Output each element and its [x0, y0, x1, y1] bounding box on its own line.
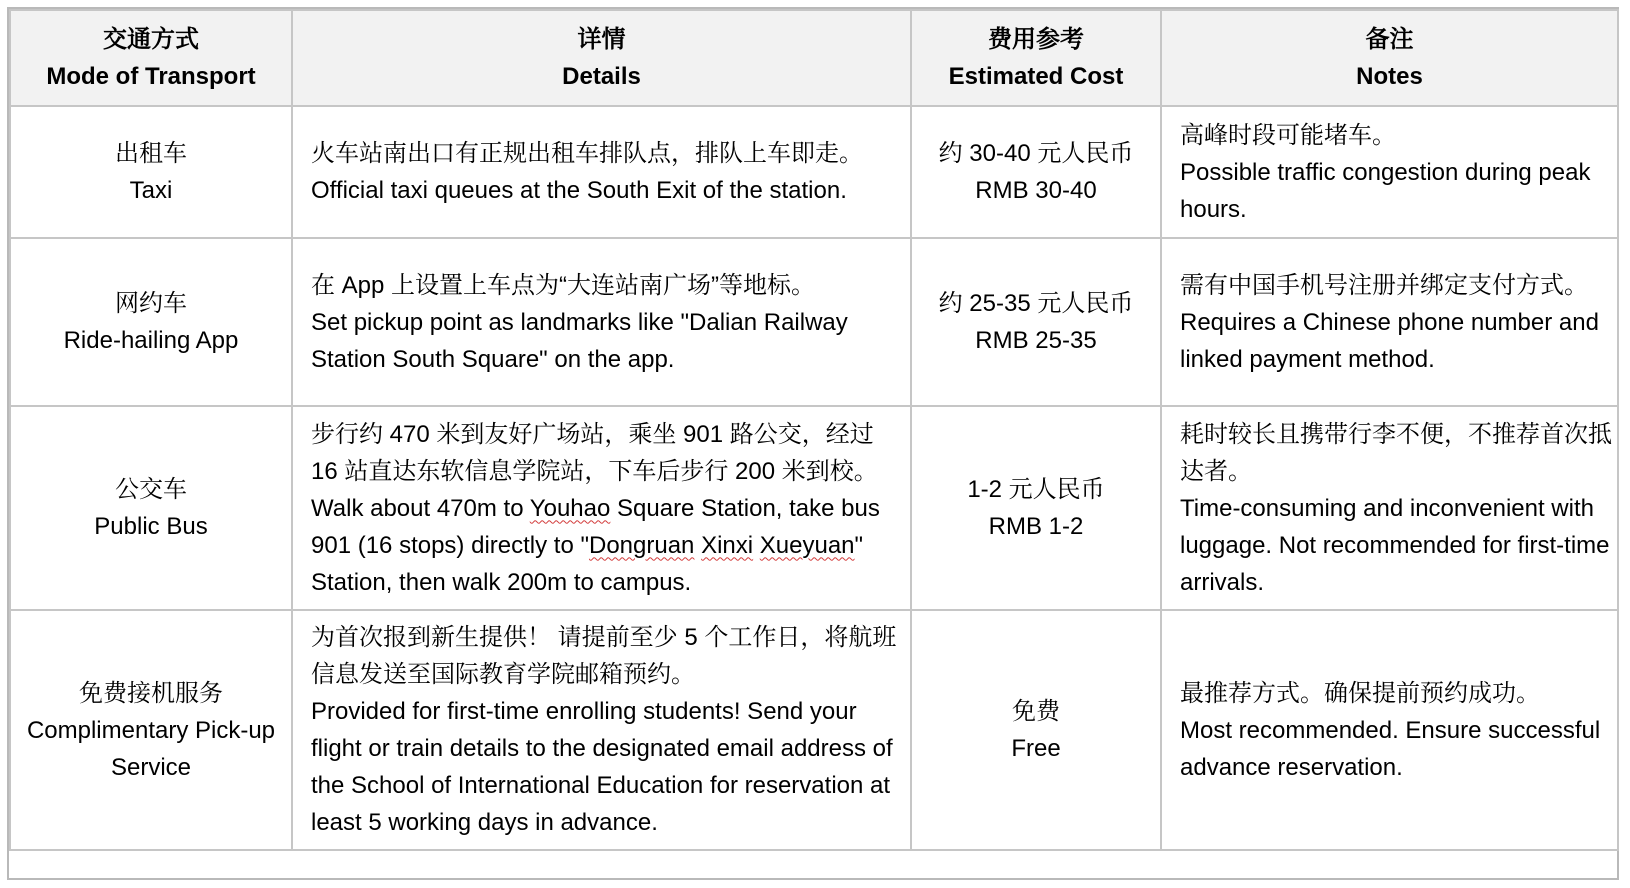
mode-en: Public Bus — [94, 513, 208, 540]
header-mode-en: Mode of Transport — [46, 63, 256, 90]
cost-cell — [911, 238, 1161, 406]
mode-cell — [10, 610, 292, 850]
table-row — [10, 406, 1618, 610]
mode-zh: 公交车 — [115, 476, 187, 503]
header-details — [292, 10, 911, 106]
notes-zh: 最推荐方式。确保提前预约成功。 — [1180, 679, 1540, 707]
notes-en: Most recommended. Ensure successful advance reservation. — [1180, 716, 1601, 781]
details-en-part: Walk about 470m to — [311, 494, 530, 522]
mode-zh: 出租车 — [115, 140, 187, 167]
cost-cell — [911, 610, 1161, 850]
details-en: Provided for first-time enrolling students! Send your flight or train details to the designated email address of the School of International Education for reservation at least 5 working days in advance. — [311, 698, 893, 836]
mode-zh: 免费接机服务 — [79, 679, 223, 707]
cost-en: RMB 30-40 — [975, 177, 1097, 204]
details-en — [311, 490, 902, 601]
notes-zh: 需有中国手机号注册并绑定支付方式。 — [1180, 271, 1588, 299]
header-mode — [10, 10, 292, 106]
details-en-part: " Station, then walk 200m to campus. — [311, 531, 864, 596]
spellcheck-word: Xueyuan — [759, 531, 855, 559]
details-zh: 为首次报到新生提供！ 请提前至少 5 个工作日，将航班信息发送至国际教育学院邮箱预约。 — [311, 624, 897, 688]
details-en: Official taxi queues at the South Exit of the station. — [311, 177, 847, 204]
mode-en: Ride-hailing App — [63, 327, 239, 354]
notes-zh: 高峰时段可能堵车。 — [1180, 121, 1396, 149]
cost-cell — [911, 406, 1161, 610]
mode-cell — [10, 406, 292, 610]
details-en-space — [753, 532, 760, 559]
cost-cell — [911, 106, 1161, 238]
table-row — [10, 106, 1618, 238]
cost-en: RMB 25-35 — [975, 327, 1097, 354]
cost-en: RMB 1-2 — [988, 513, 1084, 540]
spellcheck-word: Xinxi — [701, 531, 754, 559]
notes-cell — [1161, 610, 1618, 850]
notes-en: Time-consuming and inconvenient with luggage. Not recommended for first-time arrivals. — [1180, 494, 1610, 596]
header-mode-zh: 交通方式 — [103, 26, 199, 53]
details-zh: 火车站南出口有正规出租车排队点，排队上车即走。 — [311, 140, 863, 167]
cost-en: Free — [1011, 735, 1061, 762]
spellcheck-word: Youhao — [529, 494, 611, 522]
notes-cell — [1161, 106, 1618, 238]
mode-en: Taxi — [129, 177, 173, 204]
notes-cell — [1161, 406, 1618, 610]
cost-zh: 免费 — [1012, 698, 1060, 725]
spellcheck-word: Dongruan — [588, 531, 695, 559]
notes-zh: 耗时较长且携带行李不便，不推荐首次抵达者。 — [1180, 420, 1612, 485]
mode-zh: 网约车 — [115, 290, 187, 317]
header-notes-en: Notes — [1356, 63, 1423, 90]
table-row — [10, 238, 1618, 406]
header-notes — [1161, 10, 1618, 106]
notes-en: Requires a Chinese phone number and linked payment method. — [1180, 308, 1599, 373]
cost-zh: 1-2 元人民币 — [967, 476, 1105, 503]
mode-cell — [10, 238, 292, 406]
header-details-zh: 详情 — [577, 26, 626, 53]
notes-cell — [1161, 238, 1618, 406]
details-en-part: Square Station, take bus 901 (16 stops) directly to " — [311, 494, 880, 559]
mode-en: Complimentary Pick-up Service — [26, 716, 276, 781]
details-zh: 在 App 上设置上车点为“大连站南广场”等地标。 — [311, 271, 816, 299]
mode-cell — [10, 106, 292, 238]
header-notes-zh: 备注 — [1365, 26, 1414, 53]
header-details-en: Details — [562, 63, 641, 90]
header-cost-zh: 费用参考 — [988, 26, 1084, 53]
transport-table — [9, 9, 1619, 851]
details-en: Set pickup point as landmarks like "Dalian Railway Station South Square" on the app. — [311, 308, 848, 373]
details-cell — [292, 106, 911, 238]
table-row — [10, 610, 1618, 850]
details-cell — [292, 610, 911, 850]
details-cell — [292, 238, 911, 406]
cost-zh: 约 25-35 元人民币 — [938, 290, 1134, 317]
notes-en: Possible traffic congestion during peak hours. — [1180, 158, 1591, 223]
header-cost — [911, 10, 1161, 106]
details-cell — [292, 406, 911, 610]
header-cost-en: Estimated Cost — [948, 63, 1124, 90]
table-header-row — [10, 10, 1618, 106]
details-zh: 步行约 470 米到友好广场站，乘坐 901 路公交，经过 16 站直达东软信息学院站，下车后步行 200 米到校。 — [311, 420, 878, 485]
cost-zh: 约 30-40 元人民币 — [938, 140, 1134, 167]
